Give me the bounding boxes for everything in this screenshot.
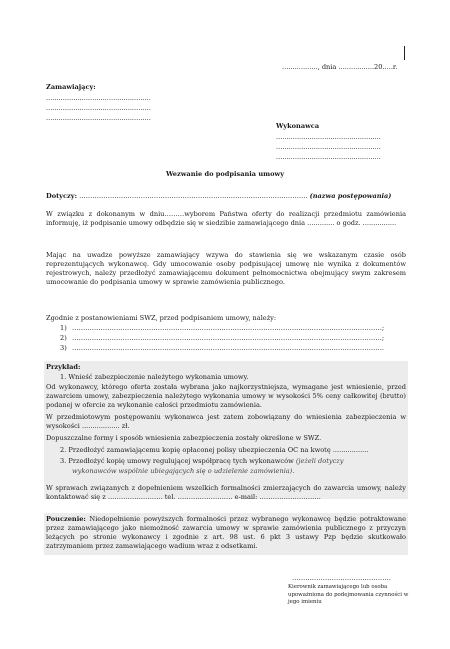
list-item-number: 3) xyxy=(60,344,67,352)
zamawiajacy-line-2: .................................................. xyxy=(46,104,151,112)
dotyczy-line xyxy=(46,192,391,201)
example-item-2: 2. Przedłożyć zamawiającemu kopię opłaconej polisy ubezpieczenia OC na kwotę ................. xyxy=(60,446,369,454)
list-item xyxy=(60,344,384,353)
example-item-1: 1. Wnieść zabezpieczenie należytego wykonania umowy. xyxy=(60,373,249,381)
dotyczy-dots: ………………………………………………………………………………………….. xyxy=(77,192,308,200)
dotyczy-label: Dotyczy: xyxy=(46,192,78,200)
paragraph-1: W związku z dokonanym w dniu………wyborem Państwa oferty do realizacji przedmiotu zamówienia informuję, iż podpisanie umowy odbędzie się w siedzibie zamawiającego dnia ............. o godz. ................ xyxy=(46,210,406,227)
zamawiajacy-line-1: .................................................. xyxy=(46,94,151,102)
example-item-3 xyxy=(60,457,344,466)
list-item xyxy=(60,334,384,343)
paragraph-3: Zgodnie z postanowieniami SWZ, przed podpisaniem umowy, należy: xyxy=(46,314,277,322)
wykonawca-label: Wykonawca xyxy=(276,122,320,130)
example-body-3: Dopuszczalne formy i sposób wniesienia zabezpieczenia zostały określone w SWZ. xyxy=(46,434,322,442)
wykonawca-line-3: .................................................. xyxy=(276,153,381,161)
example-body-2: W przedmiotowym postępowaniu wykonawca jest zatem zobowiązany do wniesienia zabezpieczenia w wysokości .................. zł. xyxy=(46,413,406,430)
pouczenie-paragraph xyxy=(46,515,406,551)
pouczenie-text: Niedopełnienie powyższych formalności przez wybranego wykonawcę będzie potraktowane przez zamawiającego jako niemożność zawarcia umowy w sprawie zamówienia publicznego z przyczyn leżących po stronie wykonawcy i zgodnie z art. 98 ust. 6 pkt 3 ustawy Pzp będzie skutkowało zatrzymaniem przez zamawiającego wadium wraz z odsetkami. xyxy=(46,515,406,550)
paragraph-4: W sprawach związanych z dopełnieniem wszelkich formalności zmierzających do zawarcia umowy, należy kontaktować się z ……………………. tel. ……………………. e-mail: ………………………. xyxy=(46,484,406,501)
paragraph-2: Mając na uwadze powyższe zamawiający wzywa do stawienia się we wskazanym czasie osób reprezentujących wykonawcę. Gdy umocowanie osoby podpisującej umowę nie wynika z dokumentów rejestrowych, należy przedłożyć zamawiającemu dokument pełnomocnictwa obejmujący swym zakresem umocowanie do podpisania umowy w sprawie zamówienia publicznego. xyxy=(46,251,406,286)
list-item-text: ……………………………………………………………………………………………………………………………. xyxy=(72,344,385,352)
pouczenie-label: Pouczenie: xyxy=(46,515,86,523)
list-item-number: 2) xyxy=(60,334,67,342)
zamawiajacy-label: Zamawiający: xyxy=(46,83,96,91)
list-item-text: ……………………………………………………………………………………………………………………………; xyxy=(72,324,385,332)
signature-note: Kierownik zamawiającego lub osoba upoważniona do podejmowania czynności w jego imieniu xyxy=(288,584,409,605)
signature-dots: ……………………………………… xyxy=(292,574,391,582)
zamawiajacy-line-3: .................................................. xyxy=(46,114,151,122)
date-line: ................., dnia .................20.....r. xyxy=(282,63,398,71)
wykonawca-line-1: .................................................. xyxy=(276,133,381,141)
example-item-3-note: (jeżeli dotyczy xyxy=(295,457,344,465)
example-item-3-note-cont: wykonawców wspólnie ubiegających się o udzielenie zamówienia). xyxy=(72,467,295,475)
dotyczy-suffix: (nazwa postępowania) xyxy=(309,192,392,200)
example-body-1: Od wykonawcy, którego oferta została wybrana jako najkorzystniejsza, wymagane jest wniesienie, przed zawarciem umowy, zabezpieczenia należytego wykonania umowy w wysokości 5% ceny całkowitej (brutto) podanej w ofercie za wykonanie całości przedmiotu zamówienia. xyxy=(46,383,406,409)
list-item xyxy=(60,324,384,333)
wykonawca-line-2: .................................................. xyxy=(276,143,381,151)
list-item-number: 1) xyxy=(60,324,67,332)
example-label: Przykład: xyxy=(46,363,81,371)
list-item-text: ……………………………………………………………………………………………………………………………; xyxy=(72,334,385,342)
example-item-3-text: 3. Przedłożyć kopię umowy regulującej współpracę tych wykonawców xyxy=(60,457,294,465)
text-cursor xyxy=(404,46,405,60)
document-title: Wezwanie do podpisania umowy xyxy=(165,170,285,178)
